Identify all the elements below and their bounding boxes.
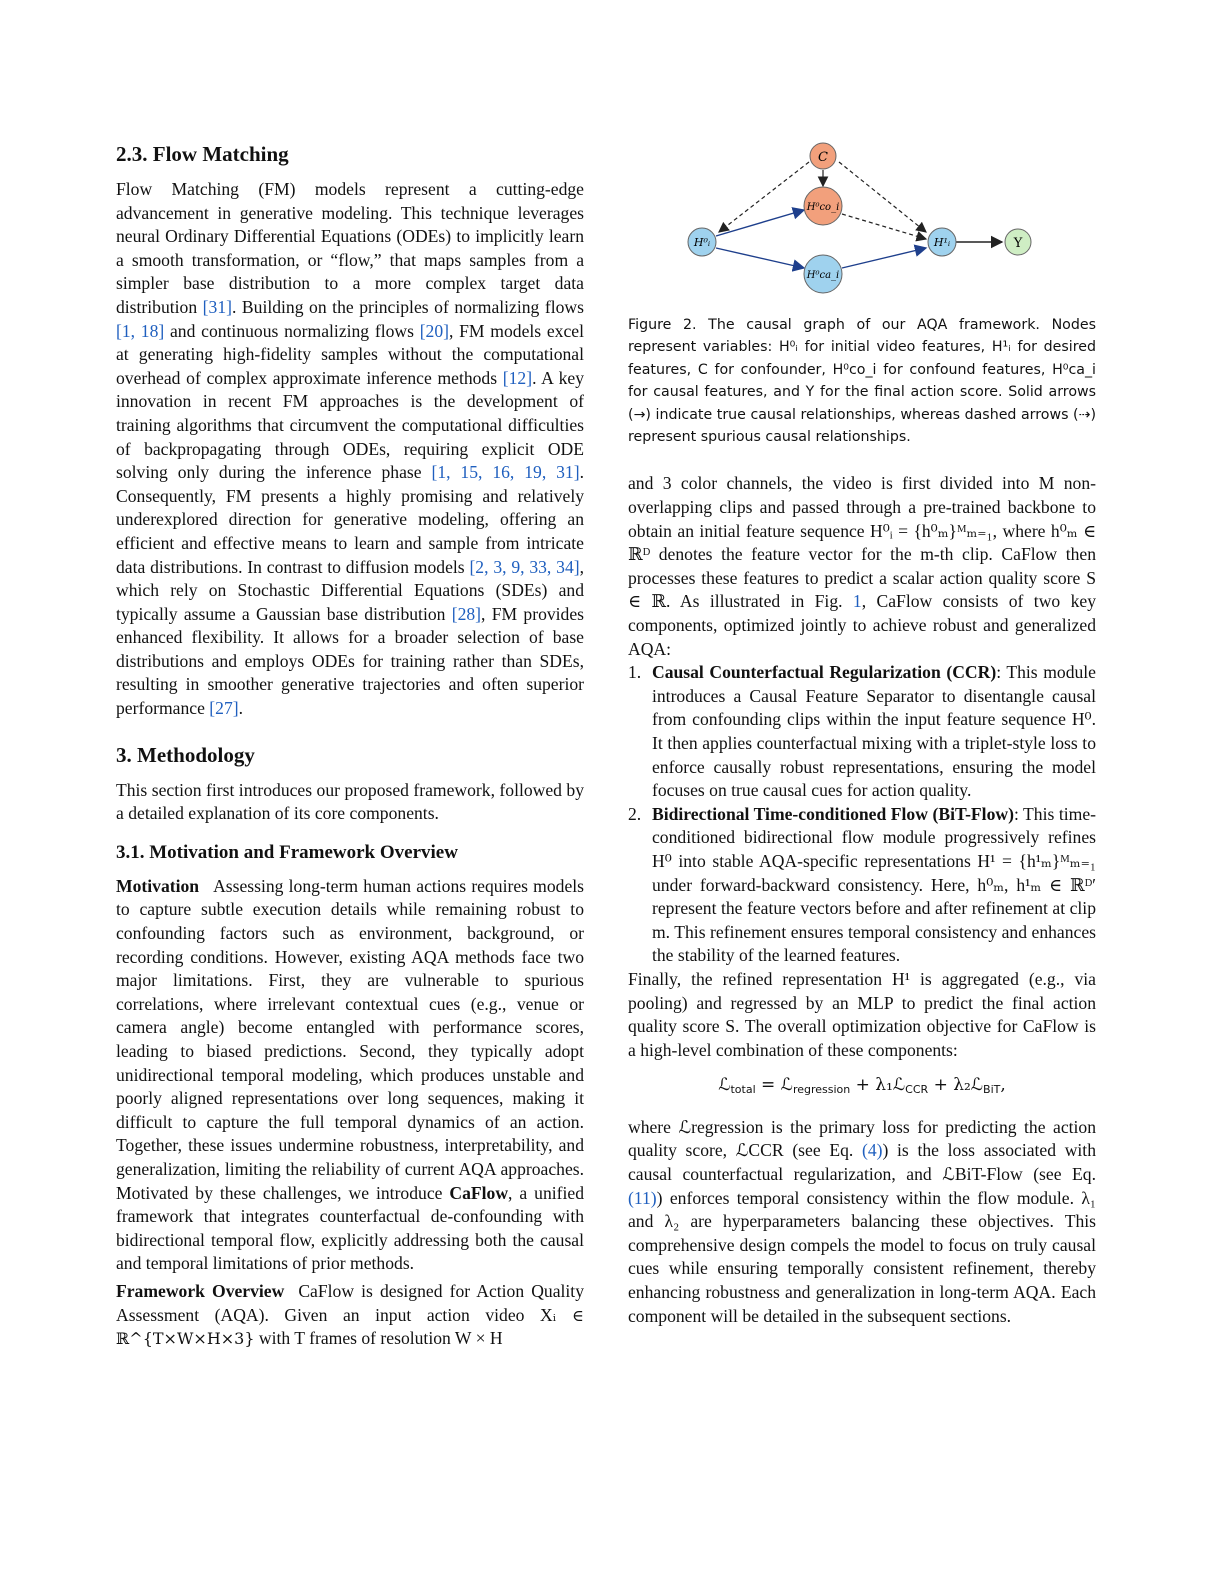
methodology-intro-paragraph: This section first introduces our proposed framework, followed by a detailed explanation of its core components. <box>116 779 584 824</box>
citation-link[interactable]: [1, 18] <box>116 320 165 341</box>
citation-link[interactable]: [31] <box>202 296 232 317</box>
text-span: Assessing long-term human actions requires models to capture subtle execution details while remaining robust to confounding factors such as environment, background, or recording conditions. However, existing AQA methods face two major limitations. First, they are vulnerable to spurious correlations, where irrelevant contextual cues (e.g., venue or camera angle) become entangled with performance scores, leading to biased predictions. Second, they typically adopt unidirectional temporal modeling, which produces unstable and poorly aligned representations over long sequences, making it difficult to capture the full temporal dynamics of an action. Together, these issues undermine robustness, interpretability, and generalization, limiting the reliability of current AQA approaches. Motivated by these challenges, we introduce <box>116 875 584 1203</box>
component-list <box>628 661 1096 968</box>
citation-link[interactable]: [2, 3, 9, 33, 34] <box>469 556 580 577</box>
right-paragraph-1 <box>628 472 1096 661</box>
eq-term: , <box>1000 1075 1006 1096</box>
text-span: , FM provides enhanced flexibility. It allows for a broader selection of base distributions and employs ODEs for training rather than SDEs, resulting in smoother generative trajectories and often superior performance <box>116 603 584 719</box>
edge-hi0-to-hco <box>716 210 804 236</box>
text-span: Flow Matching (FM) models represent a cutting-edge advancement in generative modeling. This technique leverages neural Ordinary Differential Equations (ODEs) to implicitly learn a smooth transformation, or “flow,” that maps samples from a simpler base distribution to a more complex target data distribution <box>116 179 584 317</box>
node-hco-label: H⁰co_i <box>806 202 840 213</box>
eq-term: ℒ <box>718 1075 731 1096</box>
eq-sub: CCR <box>905 1083 929 1097</box>
left-column <box>116 140 584 1351</box>
text-span: ) enforces temporal consistency within the flow module. λ₁ and λ₂ are hyperparameters balancing these objectives. This comprehensive design compels the model to focus on truly causal cues while ensuring temporally consistent refinement, thereby enhancing robustness and generalization in long-term AQA. Each component will be detailed in the subsequent sections. <box>628 1187 1096 1326</box>
edge-c-to-hi1 <box>839 162 926 232</box>
list-number: 2. <box>628 803 642 824</box>
right-column <box>628 140 1096 1328</box>
math-span: ᵢ ∈ ℝ^{T×W×H×3} <box>116 1305 584 1349</box>
edge-hco-to-hi1 <box>842 214 926 239</box>
eq-term: + λ₂ℒ <box>933 1075 984 1096</box>
list-number: 1. <box>628 662 642 683</box>
framework-overview-paragraph <box>116 1280 584 1351</box>
text-span: . Consequently, FM presents a highly promising and relatively underexplored direction for generative modeling, offering an efficient and effective means to learn and sample from intricate data distributions. In contrast to diffusion models <box>116 462 584 577</box>
text-span: , FM models excel at generating high-fidelity samples without the computational overhead of complex approximate inference methods <box>116 320 584 388</box>
node-y-label: Y <box>1013 236 1023 251</box>
text-span: CaFlow is designed for Action Quality Assessment (AQA). Given an input action video X <box>116 1280 584 1325</box>
citation-link[interactable]: [1, 15, 16, 19, 31] <box>431 462 580 483</box>
caflow-bold: CaFlow <box>449 1182 509 1203</box>
node-c-label: C <box>818 150 828 165</box>
figure-caption: Figure 2. The causal graph of our AQA framework. Nodes represent variables: H⁰ᵢ for initial video features, H¹ᵢ for desired features, C for confounder, H⁰co_i for confound features, H⁰ca_i for causal features, and Y for the final action score. Solid arrows (→) indicate true causal relationships, whereas dashed arrows (⇢) represent spurious causal relationships. <box>628 317 1096 446</box>
text-span: . Building on the principles of normalizing flows <box>231 296 584 317</box>
motivation-paragraph <box>116 875 584 1276</box>
edge-hca-to-hi1 <box>842 248 926 268</box>
citation-link[interactable]: [12] <box>502 367 533 388</box>
list-lead: Bidirectional Time-conditioned Flow (BiT-Flow) <box>652 803 1014 824</box>
eq-sub: BiT <box>983 1083 1001 1097</box>
subsection-heading-motivation: 3.1. Motivation and Framework Overview <box>116 841 458 863</box>
equation-link[interactable]: (11) <box>628 1187 657 1208</box>
text-span: ) is the loss associated with causal counterfactual regularization, and ℒBiT-Flow (see Eq. <box>628 1140 1096 1185</box>
node-hi0-label: H⁰ᵢ <box>693 236 711 249</box>
text-span: and continuous normalizing flows <box>164 320 420 341</box>
text-span: and 3 color channels, the video is first divided into M non-overlapping clips and passed through a pre-trained backbone to obtain an initial feature sequence H⁰ᵢ = {h⁰ₘ}ᴹₘ₌₁, where h⁰ₘ ∈ ℝᴰ denotes the feature vector for the m-th clip. CaFlow then processes these features to predict a scalar action quality score S ∈ ℝ. As illustrated in Fig. <box>628 473 1096 612</box>
equation-link[interactable]: (4) <box>861 1140 883 1161</box>
text-span: where ℒregression is the primary loss for predicting the action quality score, ℒCCR (see Eq. <box>628 1116 1096 1161</box>
edge-hi0-to-hca <box>716 248 804 268</box>
flow-matching-paragraph <box>116 178 584 721</box>
eq-term: + λ₁ℒ <box>855 1075 906 1096</box>
citation-link[interactable]: [20] <box>419 320 449 341</box>
section-heading-methodology: 3. Methodology <box>116 742 255 767</box>
list-text: : This module introduces a Causal Feature Separator to disentangle causal from confounding clips within the input feature sequence H⁰. It then applies counterfactual mixing with a triplet-style loss to enforce causally robust representations, ensuring the model focuses on true causal cues for action quality. <box>652 662 1096 801</box>
eq-sub: total <box>730 1083 756 1097</box>
right-paragraph-2: Finally, the refined representation H¹ is aggregated (e.g., via pooling) and regressed by an MLP to predict the final action quality score S. The overall optimization objective for CaFlow is a high-level combination of these components: <box>628 968 1096 1060</box>
list-item <box>628 661 1096 803</box>
text-span: , CaFlow consists of two key components, optimized jointly to achieve robust and generalized AQA: <box>628 591 1096 659</box>
list-text: : This time-conditioned bidirectional flow module progressively refines H⁰ into stable AQA-specific representations H¹ = {h¹ₘ}ᴹₘ₌₁ under forward-backward consistency. Here, h⁰ₘ, h¹ₘ ∈ ℝᴰ′ represent the feature vectors before and after refinement at clip m. This refinement ensures temporal consistency and enhances the stability of the learned features. <box>652 803 1096 966</box>
loss-equation <box>628 1074 1096 1102</box>
section-heading-flow-matching: 2.3. Flow Matching <box>116 142 289 166</box>
node-hi1-label: H¹ᵢ <box>933 236 951 249</box>
right-paragraph-3 <box>628 1116 1096 1328</box>
list-item <box>628 803 1096 968</box>
list-lead: Causal Counterfactual Regularization (CCR) <box>652 662 997 683</box>
text-span: . <box>238 698 244 719</box>
framework-lead: Framework Overview <box>116 1280 285 1301</box>
motivation-lead: Motivation <box>116 875 200 896</box>
citation-link[interactable]: [27] <box>209 698 239 719</box>
eq-sub: regression <box>792 1083 851 1097</box>
text-span: , a unified framework that integrates counterfactual de-confounding with bidirectional temporal flow, explicitly addressing both the causal and temporal limitations of prior methods. <box>116 1182 584 1274</box>
eq-term: = ℒ <box>761 1075 793 1096</box>
causal-graph-figure <box>628 140 1096 308</box>
causal-graph-svg <box>628 140 1096 308</box>
node-hca-label: H⁰ca_i <box>806 270 840 281</box>
text-span: with T frames of resolution W × H <box>254 1328 503 1349</box>
text-span: . A key innovation in recent FM approaches is the development of training algorithms that circumvent the computational difficulties of backpropagating through ODEs, requiring explicit ODE solving only during the inference phase <box>116 367 584 483</box>
text-span: , which rely on Stochastic Differential Equations (SDEs) and typically assume a Gaussian base distribution <box>116 556 585 624</box>
figure-link[interactable]: 1 <box>852 591 862 612</box>
citation-link[interactable]: [28] <box>451 603 482 624</box>
